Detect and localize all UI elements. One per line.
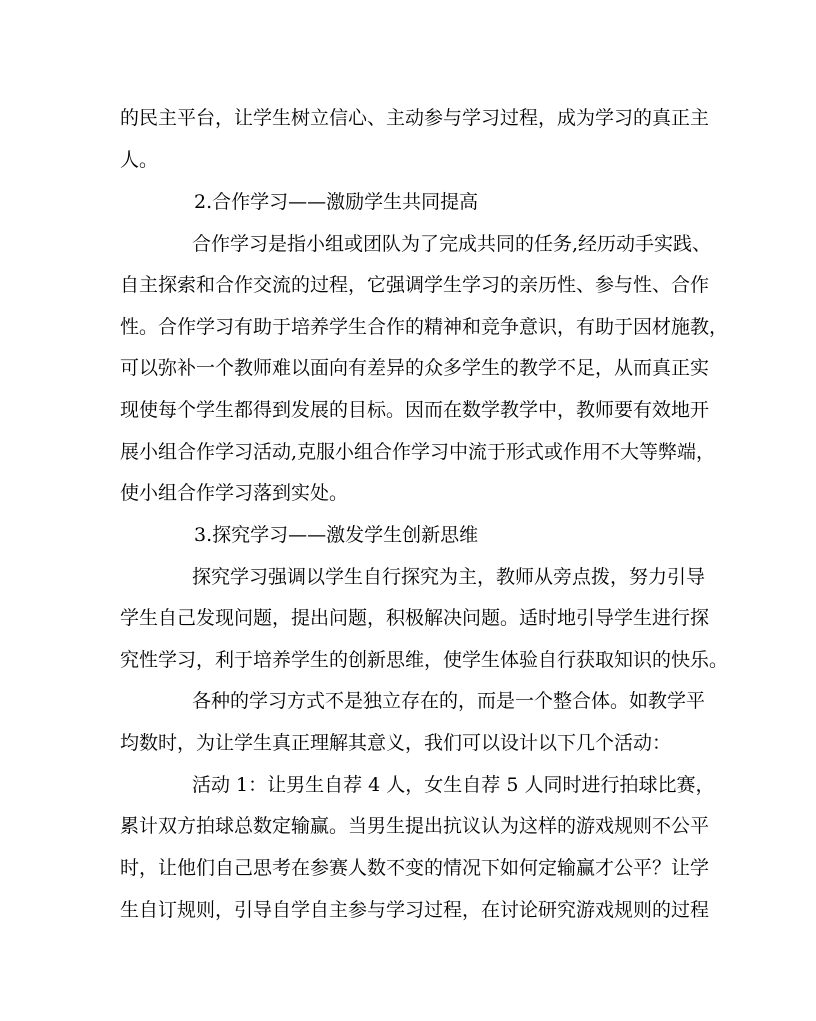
paragraph-line: 人。 [120,149,159,171]
paragraph-line: 的民主平台，让学生树立信心、主动参与学习过程，成为学习的真正主 [120,107,710,129]
paragraph-line: 生自订规则，引导自学自主参与学习过程，在讨论研究游戏规则的过程 [120,899,710,921]
paragraph-line: 累计双方拍球总数定输赢。当男生提出抗议认为这样的游戏规则不公平 [120,815,710,837]
paragraph-line: 现使每个学生都得到发展的目标。因而在数学教学中，教师要有效地开 [120,399,710,421]
paragraph-line: 可以弥补一个教师难以面向有差异的众多学生的教学不足，从而真正实 [120,357,710,379]
paragraph-line: 各种的学习方式不是独立存在的，而是一个整合体。如教学平 [192,690,706,712]
paragraph-line: 均数时，为让学生真正理解其意义，我们可以设计以下几个活动： [120,732,672,754]
paragraph-line: 使小组合作学习落到实处。 [120,482,349,504]
paragraph-line: 自主探索和合作交流的过程，它强调学生学习的亲历性、参与性、合作 [120,274,710,296]
paragraph-line: 学生自己发现问题，提出问题，积极解决问题。适时地引导学生进行探 [120,607,710,629]
section-heading: 3.探究学习——激发学生创新思维 [194,524,479,546]
paragraph-line: 展小组合作学习活动,克服小组合作学习中流于形式或作用不大等弊端， [120,441,716,463]
paragraph-line: 活动 1：让男生自荐 4 人，女生自荐 5 人同时进行拍球比赛， [192,774,715,796]
section-heading: 2.合作学习——激励学生共同提高 [194,191,479,213]
paragraph-line: 性。合作学习有助于培养学生合作的精神和竞争意识，有助于因材施教， [120,316,729,338]
paragraph-line: 探究学习强调以学生自行探究为主，教师从旁点拨，努力引导 [192,566,706,588]
paragraph-line: 时，让他们自己思考在参赛人数不变的情况下如何定输赢才公平？让学 [120,857,710,879]
paragraph-line: 合作学习是指小组或团队为了完成共同的任务,经历动手实践、 [192,233,712,255]
paragraph-line: 究性学习，利于培养学生的创新思维，使学生体验自行获取知识的快乐。 [120,649,729,671]
